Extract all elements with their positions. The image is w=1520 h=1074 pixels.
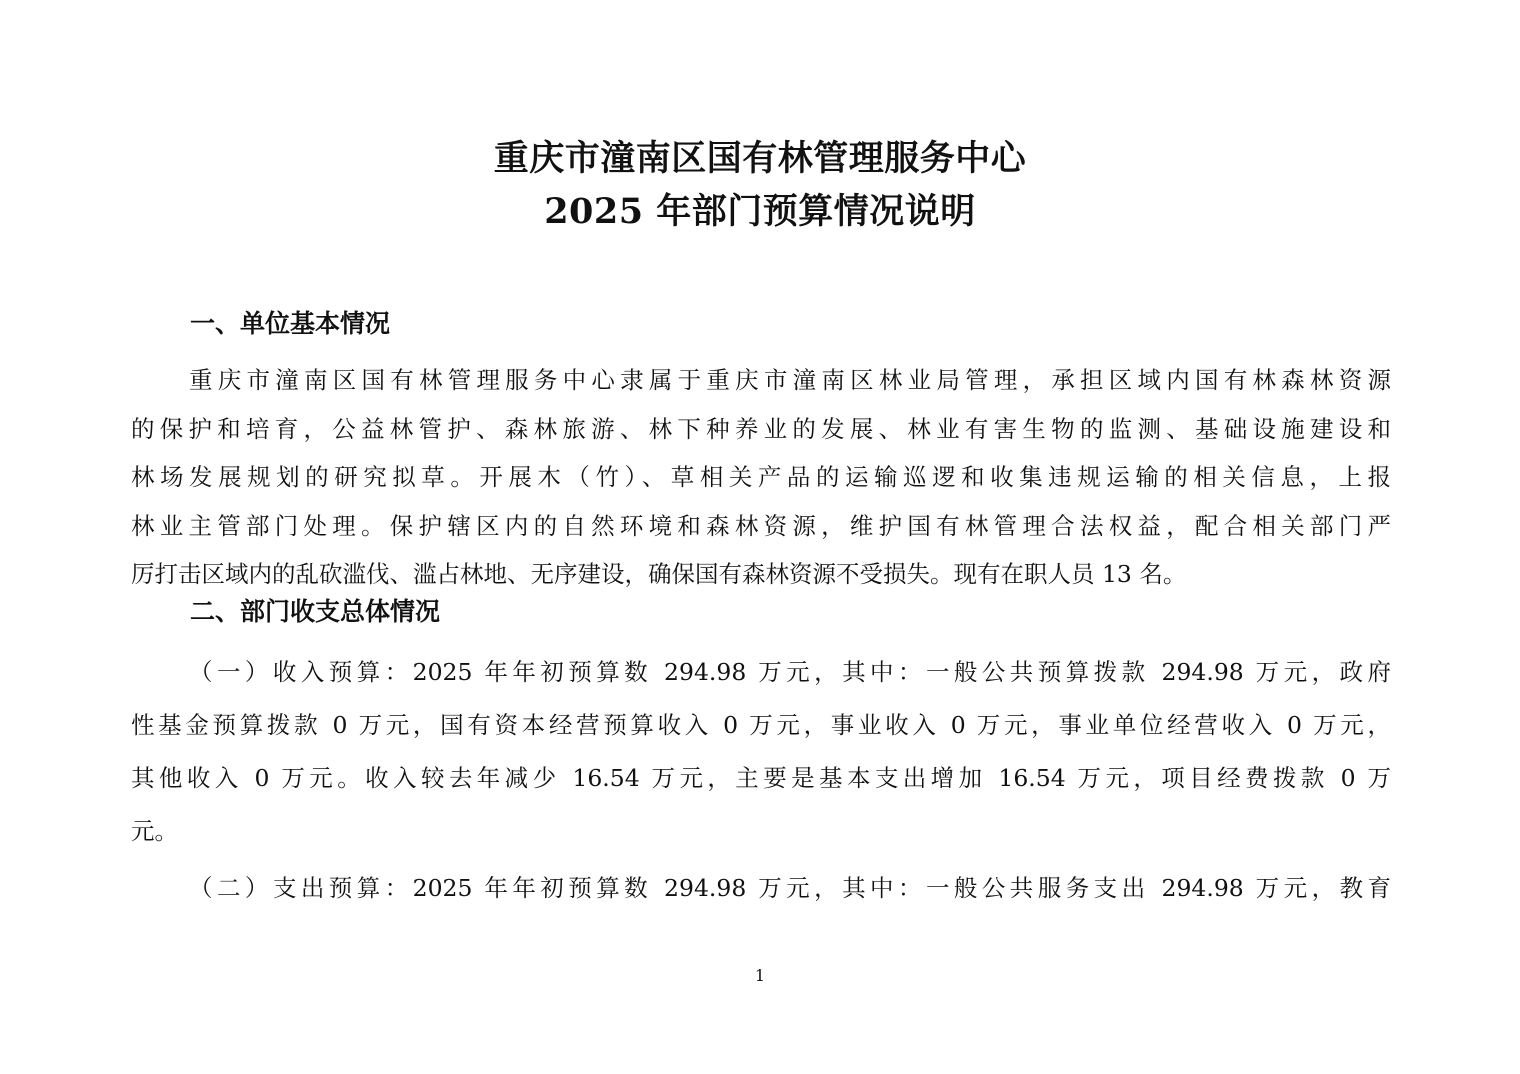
paragraph-line: 性基金预算拨款 0 万元，国有资本经营预算收入 0 万元，事业收入 0 万元，事业单位经营收入 0 万元， — [131, 711, 1391, 739]
income-budget-paragraph — [131, 646, 1391, 858]
paragraph-line: 元。 — [131, 817, 178, 845]
document-title-line1: 重庆市潼南区国有林管理服务中心 — [493, 138, 1027, 179]
paragraph-line: 其他收入 0 万元。收入较去年减少 16.54 万元，主要是基本支出增加 16.54 万元，项目经费拨款 0 万 — [131, 764, 1391, 792]
expense-budget-paragraph — [131, 864, 1391, 912]
paragraph-line: 林业主管部门处理。保护辖区内的自然环境和森林资源，维护国有林管理合法权益，配合相关部门严 — [131, 511, 1391, 540]
document-title-line2: 2025 年部门预算情况说明 — [544, 191, 976, 232]
paragraph-line: （一）收入预算：2025 年年初预算数 294.98 万元，其中：一般公共预算拨款 294.98 万元，政府 — [189, 658, 1391, 686]
section2-heading: 二、部门收支总体情况 — [190, 597, 441, 626]
paragraph-line: 厉打击区域内的乱砍滥伐、滥占林地、无序建设，确保国有森林资源不受损失。现有在职人员 13 名。 — [131, 560, 1187, 588]
paragraph-line: （二）支出预算：2025 年年初预算数 294.98 万元，其中：一般公共服务支出 294.98 万元，教育 — [189, 874, 1391, 902]
paragraph-line: 重庆市潼南区国有林管理服务中心隶属于重庆市潼南区林业局管理，承担区域内国有林森林资源 — [189, 366, 1391, 394]
section1-paragraph — [131, 356, 1391, 599]
page-number: 1 — [754, 966, 766, 985]
paragraph-line: 的保护和培育，公益林管护、森林旅游、林下种养业的发展、林业有害生物的监测、基础设施建设和 — [131, 414, 1391, 443]
section1-heading: 一、单位基本情况 — [190, 309, 391, 338]
paragraph-line: 林场发展规划的研究拟草。开展木（竹）、草相关产品的运输巡逻和收集违规运输的相关信息，上报 — [131, 463, 1391, 491]
